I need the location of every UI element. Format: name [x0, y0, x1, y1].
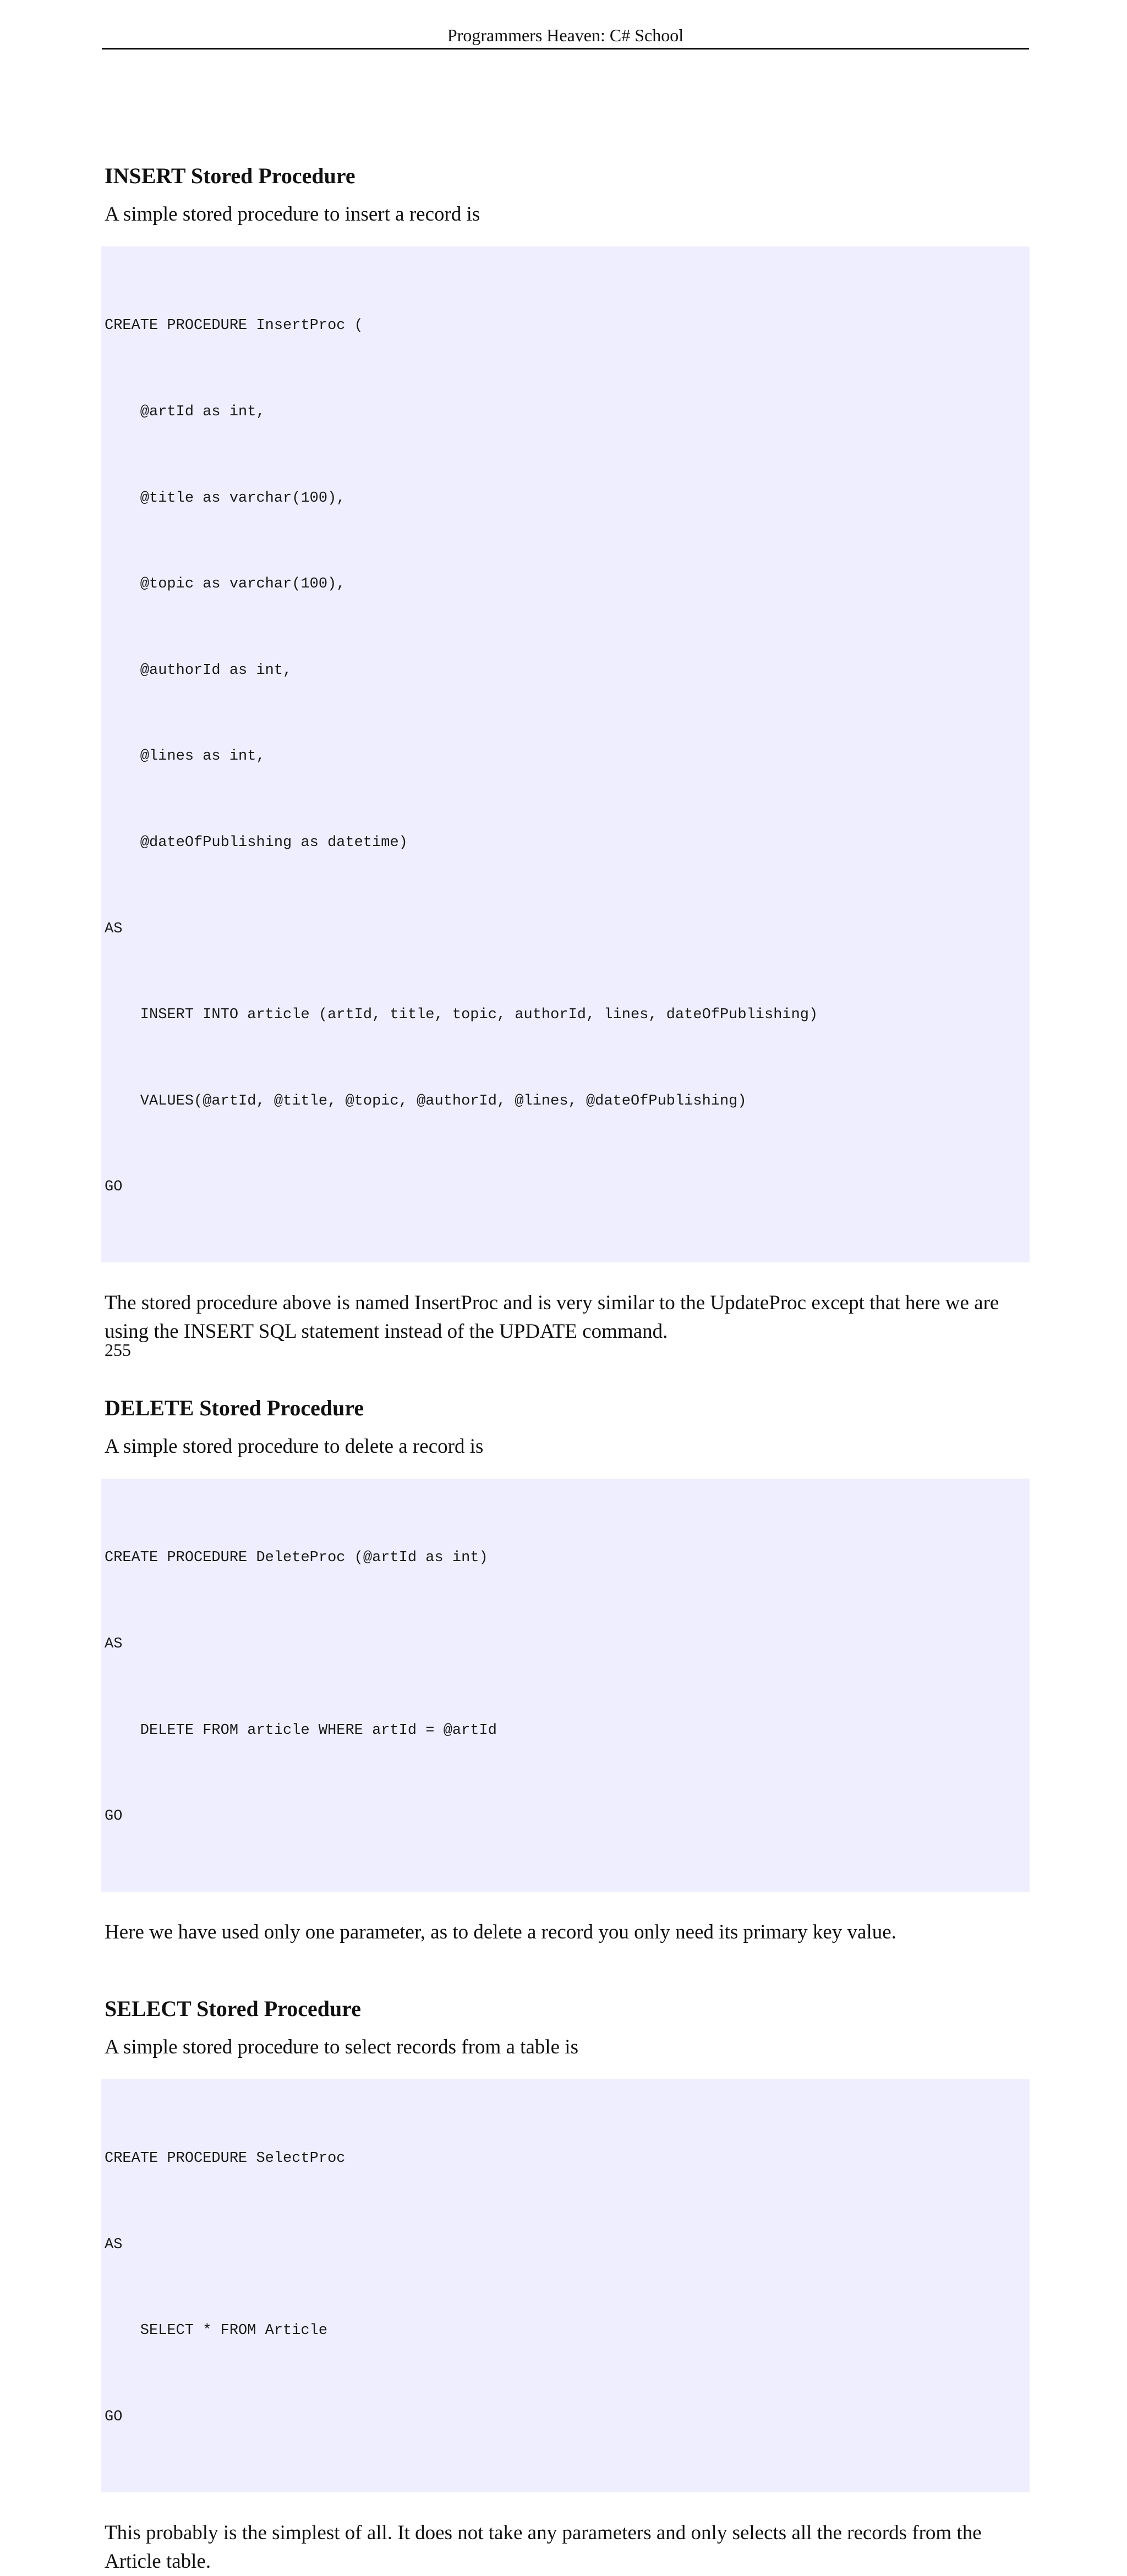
code-line: AS	[105, 1635, 123, 1652]
page-header	[102, 25, 1029, 50]
code-line: AS	[105, 2236, 123, 2253]
code-line: GO	[105, 1808, 123, 1825]
delete-section-heading: DELETE Stored Procedure	[105, 1395, 364, 1420]
code-line: @authorId as int,	[105, 662, 292, 679]
select-section-heading: SELECT Stored Procedure	[105, 1996, 361, 2021]
insert-section-intro: A simple stored procedure to insert a record is	[105, 203, 480, 226]
code-line: GO	[105, 2408, 123, 2425]
insert-code-block	[101, 246, 1030, 1262]
code-line: VALUES(@artId, @title, @topic, @authorId, @lines, @dateOfPublishing)	[105, 1092, 747, 1110]
delete-section-intro: A simple stored procedure to delete a record is	[105, 1435, 484, 1458]
code-line: CREATE PROCEDURE InsertProc (	[105, 317, 363, 334]
code-line: @lines as int,	[105, 748, 265, 765]
select-code-block	[101, 2079, 1030, 2492]
insert-section-heading: INSERT Stored Procedure	[105, 163, 355, 188]
code-line: CREATE PROCEDURE SelectProc	[105, 2150, 346, 2167]
code-line: @topic as varchar(100),	[105, 576, 346, 593]
header-title: Programmers Heaven: C# School	[447, 25, 684, 45]
code-line: GO	[105, 1179, 123, 1196]
code-line: @title as varchar(100),	[105, 490, 346, 507]
code-line: @artId as int,	[105, 404, 265, 420]
code-line: INSERT INTO article (artId, title, topic, authorId, lines, dateOfPublishing)	[105, 1007, 818, 1024]
document-body	[105, 160, 1029, 2576]
select-section-explanation: This probably is the simplest of all. It does not take any parameters and only selects all the records from the Article table.	[105, 2521, 982, 2573]
code-line: SELECT * FROM Article	[105, 2322, 328, 2339]
code-line: CREATE PROCEDURE DeleteProc (@artId as int)	[105, 1550, 488, 1567]
page-number: 255	[105, 1340, 131, 1360]
delete-code-block	[101, 1479, 1030, 1892]
insert-section-explanation: The stored procedure above is named InsertProc and is very similar to the UpdateProc except that here we are using the INSERT SQL statement instead of the UPDATE command.	[105, 1291, 999, 1343]
select-section-intro: A simple stored procedure to select records from a table is	[105, 2035, 578, 2058]
code-line: AS	[105, 920, 123, 937]
delete-section-explanation: Here we have used only one parameter, as to delete a record you only need its primary key value.	[105, 1920, 896, 1943]
code-line: DELETE FROM article WHERE artId = @artId	[105, 1722, 497, 1739]
code-line: @dateOfPublishing as datetime)	[105, 834, 408, 851]
